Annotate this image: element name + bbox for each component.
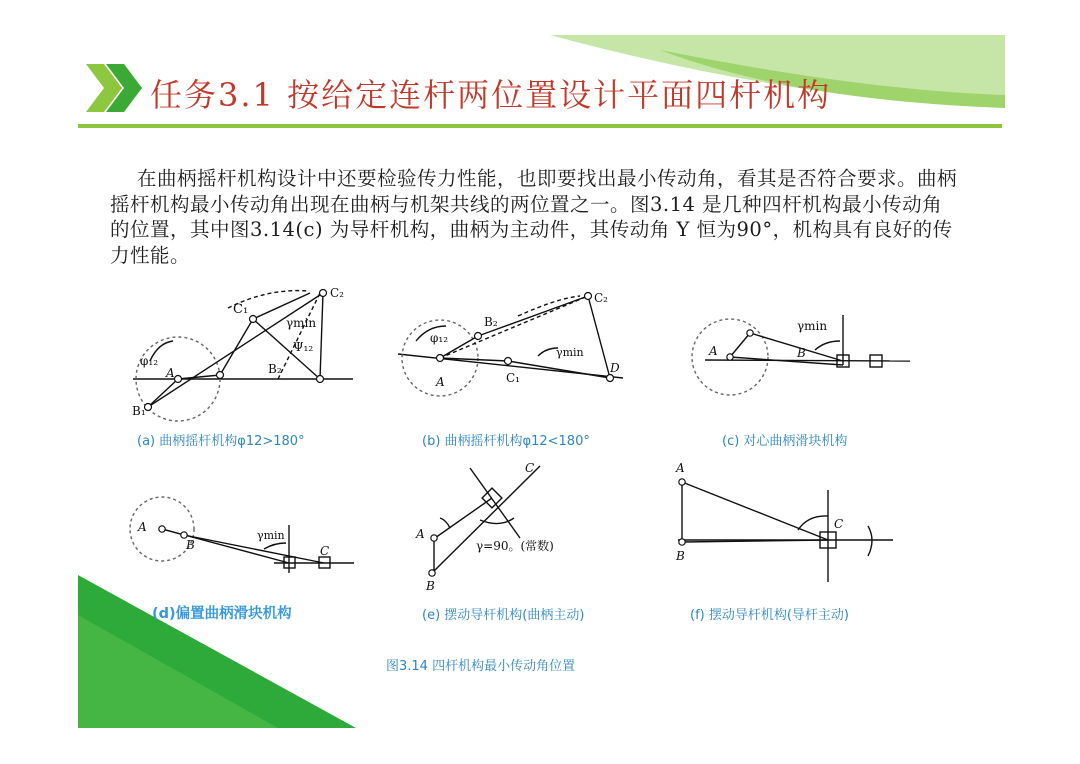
label-gamma: γmin [257,529,285,542]
label-gamma: γmin [797,319,828,333]
label-c2: C₂ [330,286,344,300]
slide-title: 任务3.1 按给定连杆两位置设计平面四杆机构 [150,76,832,114]
caption-f: (f) 摆动导杆机构(导杆主动) [690,608,849,623]
label-c1: C₁ [233,302,249,317]
label-gamma: γmin [286,316,317,330]
figure-e-swing-guide-bar [410,458,600,593]
label-phi: φ₁₂ [430,331,449,345]
label-c1: C₁ [506,371,520,385]
label-c: C [525,461,535,475]
title-divider [78,124,1002,128]
label-a: A [138,520,147,534]
label-b: B [676,549,685,563]
label-a: A [166,366,175,380]
label-a: A [676,461,685,475]
body-paragraph: 在曲柄摇杆机构设计中还要检验传力性能，也即要找出最小传动角，看其是否符合要求。曲柄摇杆机构最小传动角出现在曲柄与机架共线的两位置之一。图3.14 是几种四杆机构最小传动角的位置，其中图3.14(c) 为导杆机构，曲柄为主动件，其传动角 Y 恒为90°，机构具有良好的传力性能。 [110,167,958,267]
caption-c: (c) 对心曲柄滑块机构 [722,434,848,449]
figure-f-swing-guide-bar [668,460,898,585]
label-c: C [320,544,330,558]
caption-e: (e) 摆动导杆机构(曲柄主动) [422,608,585,623]
label-c2: C₂ [594,291,608,305]
label-gamma: γ=90。(常数) [476,539,554,553]
label-gamma: γmin [556,346,584,359]
label-d: D [610,361,620,375]
label-psi: Ψ₁₂ [293,340,314,354]
caption-a: (a) 曲柄摇杆机构φ12>180° [137,434,305,449]
label-a: A [709,344,718,358]
figure-a-crank-rocker [128,283,358,423]
label-b: B [426,579,435,593]
label-phi: φ₁₂ [140,354,159,368]
figure-d-offset-slider-crank [124,495,354,585]
label-b2: B₂ [268,362,282,376]
label-a: A [416,527,425,541]
bottom-left-green-triangle [78,575,358,730]
caption-d: (d)偏置曲柄滑块机构 [152,606,292,622]
label-b2: B₂ [484,315,498,329]
figure-c-slider-crank [685,305,915,385]
label-c: C [834,517,844,531]
label-a: A [436,375,445,389]
caption-b: (b) 曲柄摇杆机构φ12<180° [422,434,590,449]
label-b: B [186,538,195,552]
chevron-icon [84,60,144,116]
label-b: B [797,346,806,360]
label-b1: B₁ [132,404,146,418]
figure-b-crank-rocker [398,286,626,398]
figure-main-caption: 图3.14 四杆机构最小传动角位置 [386,659,576,674]
